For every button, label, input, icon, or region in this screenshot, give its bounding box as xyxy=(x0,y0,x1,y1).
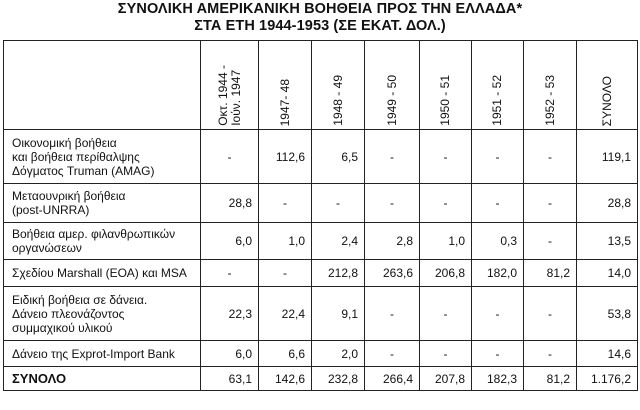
total-row xyxy=(4,367,638,391)
table-cell: 22,4 xyxy=(259,287,312,341)
total-cell: 81,2 xyxy=(524,367,577,391)
table-cell: 6,5 xyxy=(312,130,365,184)
table-row xyxy=(4,223,638,260)
table-cell: 112,6 xyxy=(259,130,312,184)
total-cell: 266,4 xyxy=(365,367,420,391)
table-cell: - xyxy=(312,184,365,223)
column-header-line: Ιούν. 1947 xyxy=(228,70,243,126)
table-cell: 206,8 xyxy=(420,260,472,287)
total-cell: 142,6 xyxy=(259,367,312,391)
table-cell: 263,6 xyxy=(365,260,420,287)
table-cell: 14,6 xyxy=(577,341,638,367)
table-cell: 81,2 xyxy=(524,260,577,287)
table-cell: - xyxy=(420,184,472,223)
table-cell: - xyxy=(420,341,472,367)
header-row xyxy=(4,41,638,130)
title-line-2: ΣΤΑ ΕΤΗ 1944-1953 (ΣΕ ΕΚΑΤ. ΔΟΛ.) xyxy=(194,18,446,34)
total-cell: 182,3 xyxy=(472,367,524,391)
table-cell: - xyxy=(472,130,524,184)
table-cell: 6,6 xyxy=(259,341,312,367)
table-cell: 182,0 xyxy=(472,260,524,287)
table-cell: 212,8 xyxy=(312,260,365,287)
row-label: Δάνειο της Exprot-Import Bank xyxy=(4,341,201,367)
column-header-line: Οκτ. 1944 - xyxy=(215,65,230,126)
table-cell: 2,8 xyxy=(365,223,420,260)
column-header: 1947- 48 xyxy=(259,41,312,130)
table-cell: 119,1 xyxy=(577,130,638,184)
column-header: 1951 - 52 xyxy=(472,41,524,130)
total-cell: 1.176,2 xyxy=(577,367,638,391)
table-cell: 6,0 xyxy=(201,223,259,260)
table-cell: 14,0 xyxy=(577,260,638,287)
row-label: Σχεδίου Marshall (ΕΟΑ) και MSA xyxy=(4,260,201,287)
table-cell: - xyxy=(420,287,472,341)
total-cell: 63,1 xyxy=(201,367,259,391)
table-cell: - xyxy=(524,130,577,184)
row-label: Οικονομική βοήθεια και βοήθεια περίθαλψης Δόγματος Truman (AMAG) xyxy=(4,130,201,184)
table-cell: - xyxy=(524,341,577,367)
table-cell: - xyxy=(365,287,420,341)
column-header: 1950 - 51 xyxy=(420,41,472,130)
table-cell: 1,0 xyxy=(259,223,312,260)
table-title xyxy=(0,0,640,35)
table-cell: - xyxy=(365,184,420,223)
table-row xyxy=(4,184,638,223)
table-cell: - xyxy=(201,130,259,184)
table-cell: - xyxy=(472,287,524,341)
row-label: Ειδική βοήθεια σε δάνεια. Δάνειο πλεονάζοντος συμμαχικού υλικού xyxy=(4,287,201,341)
column-header: 1949 - 50 xyxy=(365,41,420,130)
title-line-1: ΣΥΝΟΛΙΚΗ ΑΜΕΡΙΚΑΝΙΚΗ ΒΟΗΘΕΙΑ ΠΡΟΣ ΤΗΝ ΕΛΛΑΔΑ* xyxy=(117,1,523,17)
total-cell: 207,8 xyxy=(420,367,472,391)
table-cell: 0,3 xyxy=(472,223,524,260)
column-header: 1952 - 53 xyxy=(524,41,577,130)
aid-table xyxy=(3,40,638,391)
table-row xyxy=(4,260,638,287)
total-label: ΣΥΝΟΛΟ xyxy=(4,367,201,391)
table-cell: - xyxy=(365,341,420,367)
table-cell: - xyxy=(524,287,577,341)
table-cell: - xyxy=(524,223,577,260)
table-cell: - xyxy=(259,184,312,223)
table-cell: - xyxy=(201,260,259,287)
table-cell: 28,8 xyxy=(201,184,259,223)
table-cell: 53,8 xyxy=(577,287,638,341)
table-cell: 9,1 xyxy=(312,287,365,341)
header-corner xyxy=(4,41,201,130)
table-cell: 2,0 xyxy=(312,341,365,367)
column-header-total: ΣΥΝΟΛΟ xyxy=(577,41,638,130)
total-cell: 232,8 xyxy=(312,367,365,391)
column-header: 1948 - 49 xyxy=(312,41,365,130)
table-row xyxy=(4,341,638,367)
row-label: Βοήθεια αμερ. φιλανθρωπικών οργανώσεων xyxy=(4,223,201,260)
column-header xyxy=(201,41,259,130)
table-row xyxy=(4,130,638,184)
table-cell: - xyxy=(365,130,420,184)
table-row xyxy=(4,287,638,341)
table-cell: 2,4 xyxy=(312,223,365,260)
table-cell: 1,0 xyxy=(420,223,472,260)
table-cell: 13,5 xyxy=(577,223,638,260)
table-cell: - xyxy=(472,341,524,367)
table-cell: 28,8 xyxy=(577,184,638,223)
table-cell: 22,3 xyxy=(201,287,259,341)
table-cell: - xyxy=(420,130,472,184)
table-cell: - xyxy=(472,184,524,223)
row-label: Μεταουνρική βοήθεια (post-UNRRA) xyxy=(4,184,201,223)
table-cell: - xyxy=(524,184,577,223)
table-cell: 6,0 xyxy=(201,341,259,367)
table-cell: - xyxy=(259,260,312,287)
